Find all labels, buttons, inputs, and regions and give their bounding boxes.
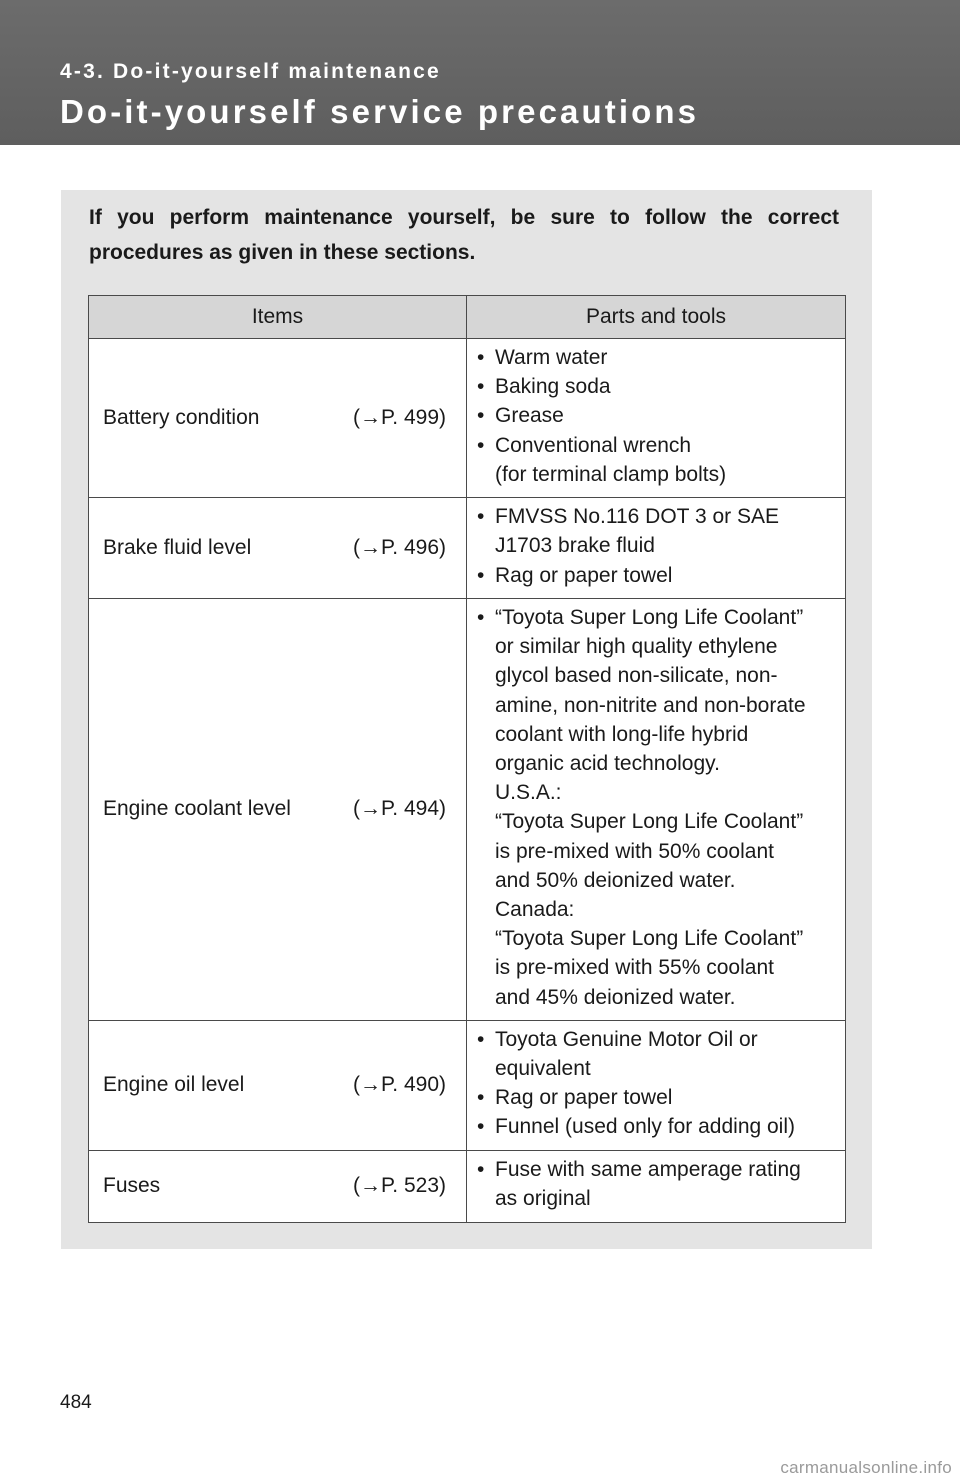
item-entry <box>103 1174 446 1198</box>
watermark: carmanualsonline.info <box>780 1458 952 1477</box>
page-reference: (→P. 490) <box>353 1073 446 1097</box>
parts-cell <box>467 498 846 599</box>
parts-text-line: Canada: <box>495 898 575 922</box>
page-reference: (→P. 499) <box>353 406 446 429</box>
item-entry <box>103 797 446 821</box>
item-cell <box>89 1020 467 1150</box>
parts-text-line: • “Toyota Super Long Life Coolant” <box>495 606 804 630</box>
parts-text-line: and 50% deionized water. <box>495 868 736 892</box>
table-header-row <box>89 296 846 339</box>
table-body <box>89 339 846 1223</box>
parts-text-line: • Conventional wrench <box>495 433 692 457</box>
parts-text-line: or similar high quality ethylene <box>495 635 778 659</box>
parts-text-line: • Warm water <box>495 346 608 369</box>
parts-list-item <box>495 1025 839 1083</box>
parts-list-item <box>495 1112 839 1141</box>
item-entry <box>103 1073 446 1097</box>
parts-text-line: coolant with long-life hybrid <box>495 722 749 746</box>
page-title: Do-it-yourself service precautions <box>60 93 700 130</box>
item-name: Brake fluid level <box>103 536 252 560</box>
parts-text-line: • FMVSS No.116 DOT 3 or SAE <box>495 505 779 529</box>
parts-text-line: is pre-mixed with 55% coolant <box>495 956 774 980</box>
parts-text-line: • Grease <box>495 404 564 428</box>
parts-text-line: amine, non-nitrite and non-borate <box>495 693 806 717</box>
column-header-parts: Parts and tools <box>467 296 846 339</box>
parts-text-line: as original <box>495 1187 591 1211</box>
page-reference: (→P. 494) <box>353 797 446 821</box>
item-entry <box>103 406 446 430</box>
parts-cell <box>467 1020 846 1150</box>
parts-text-line: • Toyota Genuine Motor Oil or <box>495 1027 758 1051</box>
parts-list-item <box>495 431 839 489</box>
item-cell <box>89 1150 467 1222</box>
maintenance-table <box>88 295 846 1223</box>
page-reference: (→P. 496) <box>353 536 446 560</box>
parts-text-line: is pre-mixed with 50% coolant <box>495 839 774 863</box>
parts-list-item <box>495 343 839 372</box>
table-row <box>89 1020 846 1150</box>
parts-cell <box>467 339 846 498</box>
parts-list-item <box>495 603 839 1012</box>
section-label: 4-3. Do-it-yourself maintenance <box>60 60 441 83</box>
parts-text-line: • Rag or paper towel <box>495 563 673 587</box>
parts-text-line: organic acid technology. <box>495 752 720 776</box>
parts-text-line: “Toyota Super Long Life Coolant” <box>495 927 804 951</box>
table-row <box>89 339 846 498</box>
parts-list-item <box>495 1083 839 1112</box>
item-cell <box>89 498 467 599</box>
parts-list-item <box>495 372 839 401</box>
parts-text-line: J1703 brake fluid <box>495 534 655 558</box>
parts-list-item <box>495 401 839 430</box>
parts-text-line: • Funnel (used only for adding oil) <box>495 1115 796 1139</box>
parts-text-line: • Rag or paper towel <box>495 1086 673 1110</box>
page-number: 484 <box>60 1392 92 1413</box>
parts-text-line: (for terminal clamp bolts) <box>495 462 727 486</box>
parts-text-line: and 45% deionized water. <box>495 985 736 1009</box>
parts-text-line: glycol based non-silicate, non- <box>495 664 778 688</box>
item-name: Engine oil level <box>103 1073 245 1097</box>
parts-text-line: • Baking soda <box>495 375 611 399</box>
intro-text: If you perform maintenance yourself, be sure to follow the correct procedures as given in these sections. <box>89 206 839 264</box>
item-name: Fuses <box>103 1174 161 1198</box>
item-name: Engine coolant level <box>103 797 291 821</box>
parts-list-item <box>495 502 839 560</box>
item-name: Battery condition <box>103 406 260 429</box>
item-cell <box>89 339 467 498</box>
parts-cell <box>467 599 846 1021</box>
parts-text-line: “Toyota Super Long Life Coolant” <box>495 810 804 834</box>
parts-list-item <box>495 561 839 590</box>
parts-text-line: equivalent <box>495 1057 591 1081</box>
page-reference: (→P. 523) <box>353 1174 446 1198</box>
parts-text-line: U.S.A.: <box>495 781 562 805</box>
column-header-items: Items <box>89 296 467 339</box>
parts-list-item <box>495 1155 839 1213</box>
table-row <box>89 498 846 599</box>
table-row <box>89 1150 846 1222</box>
parts-text-line: • Fuse with same amperage rating <box>495 1157 801 1181</box>
parts-cell <box>467 1150 846 1222</box>
item-entry <box>103 536 446 560</box>
item-cell <box>89 599 467 1021</box>
table-row <box>89 599 846 1021</box>
